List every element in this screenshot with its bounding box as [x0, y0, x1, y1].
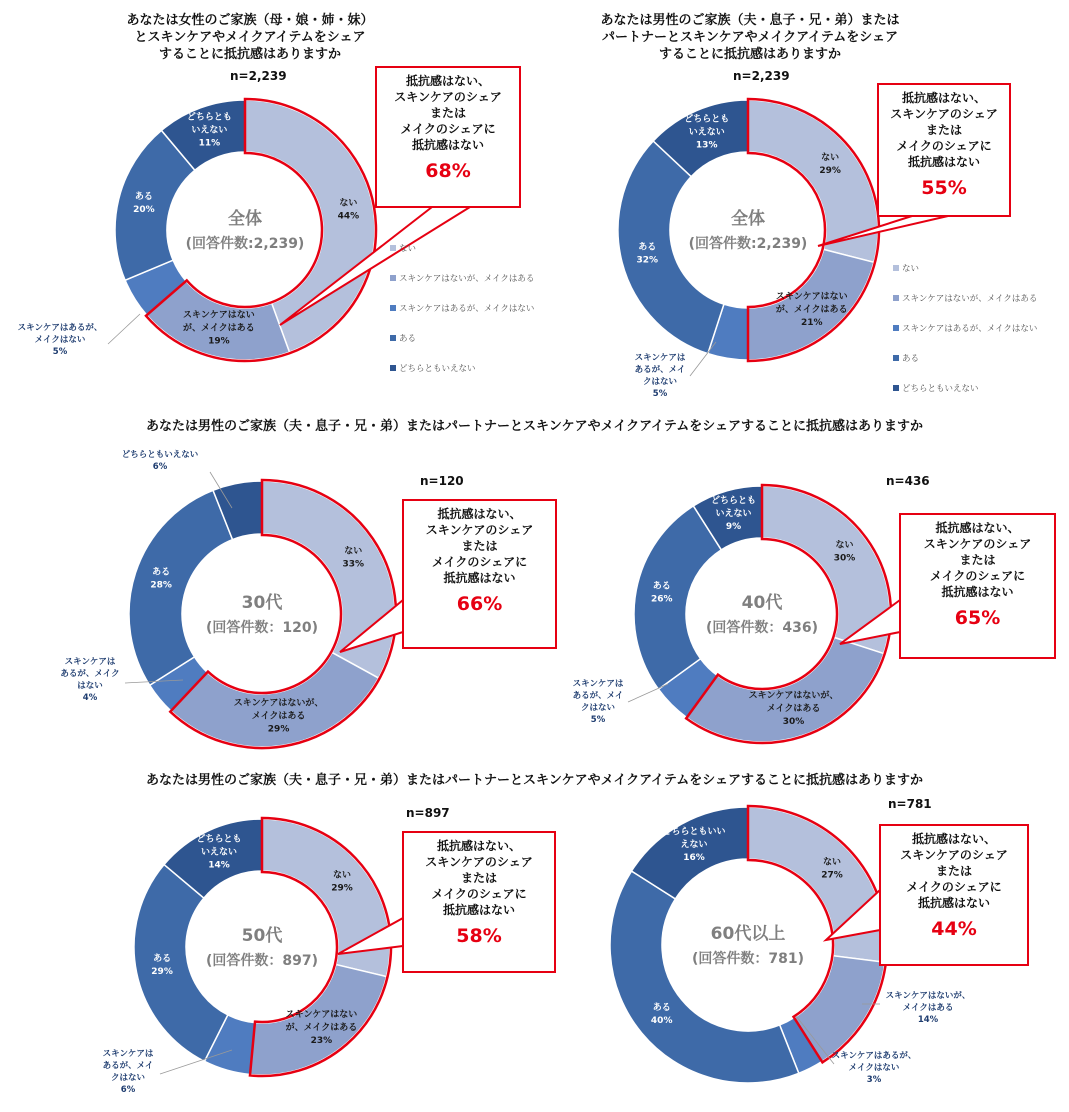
- legend-item-female-1: スキンケアはないが、メイクはある: [399, 274, 535, 284]
- n-label-age30: n=120: [420, 474, 464, 488]
- slice-age40-3: [634, 506, 721, 689]
- callout-box-female: [376, 67, 520, 207]
- center-subtitle-age60: (回答件数：781): [691, 951, 805, 967]
- center-subtitle-age40: (回答件数：436): [705, 620, 819, 636]
- slice-label-female-4: どちらともいえない 11%: [186, 112, 232, 149]
- title-male-family: あなたは男性のご家族（夫・息子・兄・弟）または パートナーとスキンケアやメイクアイテムをシェア することに抵抗感はありますか: [600, 13, 900, 62]
- slice-label-female-3: ある 20%: [133, 191, 155, 215]
- slice-label-age40-0: ない 30%: [833, 540, 856, 564]
- center-title-age40: 40代: [741, 593, 783, 613]
- legend-swatch-male_all-1: [893, 295, 899, 301]
- callout-percent-age60: 44%: [931, 918, 977, 940]
- callout-percent-age30: 66%: [456, 593, 503, 615]
- n-label-male_all: n=2,239: [733, 69, 790, 83]
- callout-text-age40: 抵抗感はない、スキンケアのシェアまたはメイクのシェアに抵抗感はない: [923, 521, 1032, 599]
- slice-age30-0: [262, 481, 395, 678]
- legend-swatch-female-2: [390, 305, 396, 311]
- donut-chart-age60: [610, 797, 1028, 1085]
- callout-box-age60: [880, 825, 1028, 965]
- n-label-female: n=2,239: [230, 69, 287, 83]
- slice-label-age40-1: スキンケアはないが、メイクはある 30%: [748, 691, 839, 728]
- callout-text-age50: 抵抗感はない、スキンケアのシェアまたはメイクのシェアに抵抗感はない: [425, 839, 533, 917]
- slice-age30-3: [129, 490, 233, 685]
- callout-text-age30: 抵抗感はない、スキンケアのシェアまたはメイクのシェアに抵抗感はない: [425, 507, 534, 585]
- legend-item-male_all-3: ある: [902, 354, 920, 364]
- slice-label-age40-4: どちらともいえない 9%: [711, 496, 757, 533]
- slice-label-age40-3: ある 26%: [651, 581, 673, 605]
- slice-label-male_all-1: スキンケアはないが、メイクはある 21%: [775, 292, 848, 329]
- donut-chart-male_all: [618, 69, 1037, 399]
- slice-label-age50-2: スキンケアはあるが、メイクはない 6%: [102, 1049, 154, 1095]
- slice-label-male_all-0: ない 29%: [819, 152, 841, 176]
- legend-item-male_all-1: スキンケアはないが、メイクはある: [902, 294, 1038, 304]
- donut-chart-age50: [103, 806, 555, 1095]
- n-label-age40: n=436: [886, 474, 930, 488]
- donut-chart-age40: [573, 474, 1055, 743]
- n-label-age50: n=897: [406, 806, 450, 820]
- slice-label-female-1: スキンケアはないが、メイクはある 19%: [183, 310, 255, 347]
- center-subtitle-age50: (回答件数：897): [205, 953, 319, 969]
- center-subtitle-age30: (回答件数：120): [205, 620, 319, 636]
- slice-label-age60-1: スキンケアはないが、メイクはある 14%: [885, 991, 971, 1025]
- callout-box-age50: [403, 832, 555, 972]
- slice-label-age30-4: どちらともいえない 6%: [121, 450, 199, 472]
- slice-label-age50-4: どちらともいえない 14%: [196, 834, 242, 871]
- legend-swatch-male_all-4: [893, 385, 899, 391]
- slice-label-male_all-4: どちらともいえない 13%: [684, 114, 730, 151]
- legend-item-male_all-0: ない: [902, 264, 920, 274]
- slice-label-female-2: スキンケアはあるが、メイクはない 5%: [17, 323, 103, 357]
- slice-label-age30-3: ある 28%: [150, 567, 172, 591]
- legend-item-male_all-2: スキンケアはあるが、メイクはない: [902, 324, 1038, 334]
- slice-label-age60-2: スキンケアはあるが、メイクはない 3%: [831, 1051, 917, 1085]
- slice-age60-3: [610, 871, 799, 1083]
- legend-item-female-3: ある: [399, 334, 417, 344]
- center-subtitle-female: (回答件数:2,239): [185, 236, 305, 252]
- callout-percent-male_all: 55%: [921, 177, 967, 199]
- callout-percent-age50: 58%: [456, 925, 502, 947]
- slice-label-male_all-3: ある 32%: [636, 242, 659, 266]
- legend-swatch-female-3: [390, 335, 396, 341]
- slice-label-age60-0: ない 27%: [821, 857, 843, 881]
- callout-text-male_all: 抵抗感はない、スキンケアのシェアまたはメイクのシェアに抵抗感はない: [890, 91, 998, 169]
- center-title-age50: 50代: [241, 926, 283, 946]
- donut-chart-age30: [60, 449, 556, 748]
- legend-item-female-4: どちらともいえない: [399, 364, 476, 374]
- title-age-30-40: あなたは男性のご家族（夫・息子・兄・弟）またはパートナーとスキンケアやメイクアイテムをシェアすることに抵抗感はありますか: [145, 419, 923, 434]
- legend-item-female-0: ない: [399, 244, 417, 254]
- center-title-female: 全体: [228, 209, 262, 229]
- legend-swatch-female-1: [390, 275, 396, 281]
- slice-label-age40-2: スキンケアはあるが、メイクはない 5%: [572, 679, 624, 725]
- legend-swatch-male_all-3: [893, 355, 899, 361]
- slice-label-male_all-2: スキンケアはあるが、メイクはない 5%: [634, 353, 686, 399]
- callout-text-female: 抵抗感はない、スキンケアのシェアまたはメイクのシェアに抵抗感はない: [394, 74, 502, 152]
- legend-swatch-female-4: [390, 365, 396, 371]
- legend-swatch-male_all-0: [893, 265, 899, 271]
- slice-label-age50-3: ある 29%: [151, 953, 173, 977]
- center-title-age60: 60代以上: [710, 924, 786, 944]
- slice-label-age60-4: どちらともいいえない 16%: [662, 826, 726, 863]
- callout-text-age60: 抵抗感はない、スキンケアのシェアまたはメイクのシェアに抵抗感はない: [900, 832, 1008, 910]
- callout-percent-age40: 65%: [954, 607, 1001, 629]
- slice-label-age50-0: ない 29%: [331, 870, 353, 894]
- legend-swatch-female-0: [390, 245, 396, 251]
- donut-chart-female: [18, 67, 535, 374]
- legend-item-female-2: スキンケアはあるが、メイクはない: [399, 304, 535, 314]
- slice-label-age60-3: ある 40%: [650, 1002, 673, 1026]
- title-female-family: あなたは女性のご家族（母・娘・姉・妹） とスキンケアやメイクアイテムをシェア することに抵抗感はありますか: [126, 13, 374, 62]
- legend-swatch-male_all-2: [893, 325, 899, 331]
- slice-label-female-0: ない 44%: [337, 198, 360, 222]
- title-age-50-60: あなたは男性のご家族（夫・息子・兄・弟）またはパートナーとスキンケアやメイクアイテムをシェアすることに抵抗感はありますか: [145, 773, 923, 788]
- n-label-age60: n=781: [888, 797, 932, 811]
- leader-line-female-2: [108, 314, 140, 344]
- slice-label-age30-0: ない 33%: [342, 546, 365, 570]
- legend-item-male_all-4: どちらともいえない: [902, 384, 979, 394]
- slice-label-age30-2: スキンケアはあるが、メイクはない 4%: [60, 657, 120, 703]
- center-subtitle-male_all: (回答件数:2,239): [688, 236, 808, 252]
- center-title-age30: 30代: [241, 593, 283, 613]
- slice-label-age30-1: スキンケアはないが、メイクはある 29%: [233, 698, 324, 735]
- callout-percent-female: 68%: [425, 160, 471, 182]
- slice-label-age50-1: スキンケアはないが、メイクはある 23%: [285, 1009, 358, 1046]
- center-title-male_all: 全体: [731, 209, 765, 229]
